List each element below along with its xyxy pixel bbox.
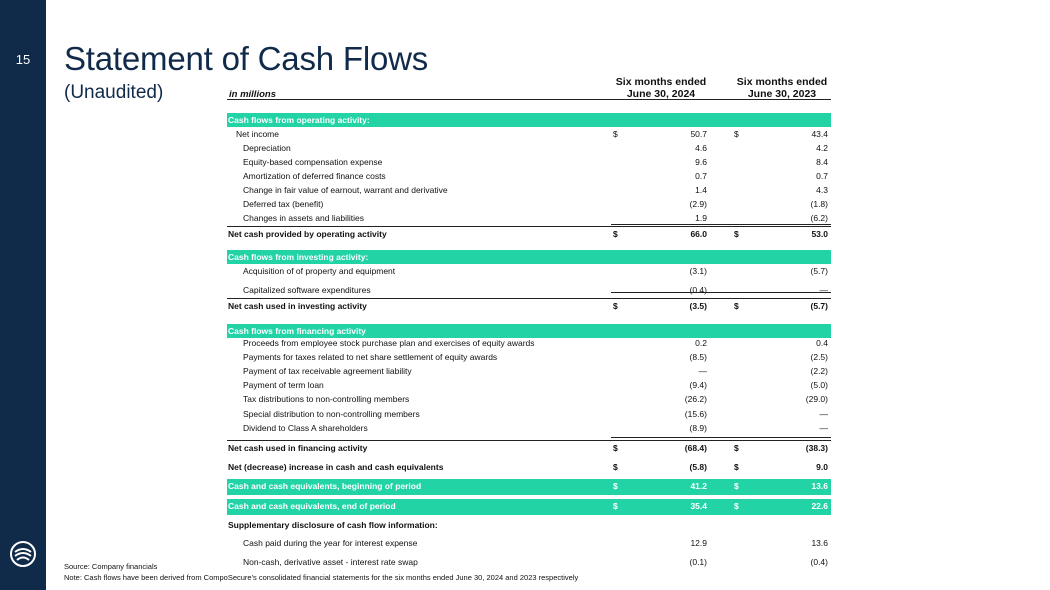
value-2024: (15.6)	[684, 409, 707, 419]
value-2024: (3.1)	[689, 266, 707, 276]
value-2024: (9.4)	[689, 380, 707, 390]
total-row	[227, 460, 831, 474]
row-label: Cash paid during the year for interest expense	[243, 538, 418, 548]
currency-symbol: $	[734, 129, 739, 139]
row-label: Payment of term loan	[243, 380, 324, 390]
row-label: Depreciation	[243, 143, 291, 153]
value-2024: (0.1)	[689, 557, 707, 567]
value-2024: —	[698, 366, 707, 376]
units-label: in millions	[229, 89, 276, 100]
table-row	[227, 141, 831, 155]
row-label: Special distribution to non-controlling members	[243, 409, 420, 419]
value-2023: (6.2)	[810, 213, 828, 223]
value-2023: (38.3)	[805, 443, 828, 453]
row-label: Payments for taxes related to net share settlement of equity awards	[243, 352, 498, 362]
total-row	[227, 298, 831, 312]
total-row	[227, 518, 831, 532]
source-note: Source: Company financials	[64, 562, 158, 571]
row-label: Equity-based compensation expense	[243, 157, 383, 167]
row-label: Proceeds from employee stock purchase plan and exercises of equity awards	[243, 338, 535, 348]
value-2024: (2.9)	[689, 199, 707, 209]
row-label: Net income	[236, 129, 279, 139]
row-label: Net (decrease) increase in cash and cash equivalents	[228, 462, 444, 472]
table-row	[227, 155, 831, 169]
value-2023: 0.7	[816, 171, 828, 181]
table-row	[227, 407, 831, 421]
table-row	[227, 364, 831, 378]
row-label: Net cash used in financing activity	[228, 443, 368, 453]
table-row	[227, 555, 831, 569]
value-2023: —	[819, 423, 828, 433]
row-label: Net cash provided by operating activity	[228, 229, 387, 239]
value-2023: 22.6	[811, 501, 828, 511]
row-label: Change in fair value of earnout, warrant and derivative	[243, 185, 448, 195]
total-row	[227, 226, 831, 240]
value-2024: (0.4)	[689, 285, 707, 295]
value-2023: 4.2	[816, 143, 828, 153]
value-2023: 9.0	[816, 462, 828, 472]
currency-symbol: $	[613, 443, 618, 453]
value-2023: 43.4	[811, 129, 828, 139]
value-2024: (68.4)	[684, 443, 707, 453]
subtotal-rule	[611, 437, 831, 438]
row-label: Cash and cash equivalents, beginning of period	[228, 481, 422, 491]
row-label: Non-cash, derivative asset - interest rate swap	[243, 557, 418, 567]
value-2023: (5.7)	[810, 266, 828, 276]
table-row	[227, 197, 831, 211]
column-header-2023: Six months ended June 30, 2023	[736, 76, 828, 100]
value-2023: 53.0	[811, 229, 828, 239]
section-header	[227, 113, 831, 127]
table-row	[227, 264, 831, 278]
currency-symbol: $	[734, 462, 739, 472]
row-label: Acquisition of of property and equipment	[243, 266, 396, 276]
section-header	[227, 250, 831, 264]
value-2024: 1.4	[695, 185, 707, 195]
value-2023: —	[819, 285, 828, 295]
value-2023: (29.0)	[805, 394, 828, 404]
value-2023: 0.4	[816, 338, 828, 348]
value-2024: 35.4	[690, 501, 707, 511]
value-2024: (26.2)	[684, 394, 707, 404]
value-2023: (5.0)	[810, 380, 828, 390]
currency-symbol: $	[613, 481, 618, 491]
currency-symbol: $	[613, 129, 618, 139]
currency-symbol: $	[613, 462, 618, 472]
page-number: 15	[15, 52, 31, 67]
currency-symbol: $	[613, 229, 618, 239]
value-2024: 9.6	[695, 157, 707, 167]
value-2024: 4.6	[695, 143, 707, 153]
sidebar	[0, 0, 46, 590]
row-label: Dividend to Class A shareholders	[243, 423, 368, 433]
value-2024: 12.9	[690, 538, 707, 548]
value-2023: (1.8)	[810, 199, 828, 209]
table-row	[227, 169, 831, 183]
table-row	[227, 479, 831, 495]
value-2023: (5.7)	[810, 301, 828, 311]
value-2023: —	[819, 409, 828, 419]
subtotal-rule	[611, 224, 831, 225]
currency-symbol: $	[613, 501, 618, 511]
row-label: Amortization of deferred finance costs	[243, 171, 386, 181]
table-row	[227, 127, 831, 141]
value-2024: (5.8)	[689, 462, 707, 472]
value-2024: 50.7	[690, 129, 707, 139]
table-row	[227, 350, 831, 364]
currency-symbol: $	[734, 443, 739, 453]
row-label: Changes in assets and liabilities	[243, 213, 364, 223]
subtotal-rule	[611, 292, 831, 293]
table-row	[227, 211, 831, 225]
value-2023: 13.6	[811, 538, 828, 548]
value-2024: 0.7	[695, 171, 707, 181]
table-row	[227, 183, 831, 197]
value-2024: 41.2	[690, 481, 707, 491]
table-row	[227, 421, 831, 435]
row-label: Deferred tax (benefit)	[243, 199, 324, 209]
page-subtitle: (Unaudited)	[64, 82, 164, 103]
value-2024: 66.0	[690, 229, 707, 239]
table-row	[227, 392, 831, 406]
table-row	[227, 499, 831, 515]
row-label: Supplementary disclosure of cash flow information:	[228, 520, 438, 530]
row-label: Net cash used in investing activity	[228, 301, 367, 311]
value-2023: (2.2)	[810, 366, 828, 376]
page-title: Statement of Cash Flows	[64, 40, 429, 77]
row-label: Cash flows from financing activity	[228, 326, 366, 336]
value-2024: (8.9)	[689, 423, 707, 433]
row-label: Cash flows from investing activity:	[228, 252, 369, 262]
row-label: Payment of tax receivable agreement liability	[243, 366, 412, 376]
header-rule	[227, 99, 831, 100]
table-row	[227, 283, 831, 297]
footnote: Note: Cash flows have been derived from CompoSecure's consolidated financial statements for the six months ended June 30, 2024 and 2023 respectively	[64, 573, 579, 582]
currency-symbol: $	[734, 229, 739, 239]
currency-symbol: $	[734, 481, 739, 491]
value-2024: 1.9	[695, 213, 707, 223]
row-label: Cash and cash equivalents, end of period	[228, 501, 396, 511]
table-row	[227, 536, 831, 550]
value-2023: 4.3	[816, 185, 828, 195]
value-2024: (3.5)	[689, 301, 707, 311]
value-2024: 0.2	[695, 338, 707, 348]
table-row	[227, 336, 831, 350]
value-2023: 13.6	[811, 481, 828, 491]
table-row	[227, 378, 831, 392]
currency-symbol: $	[613, 301, 618, 311]
column-header-2024: Six months ended June 30, 2024	[615, 76, 707, 100]
currency-symbol: $	[734, 301, 739, 311]
row-label: Cash flows from operating activity:	[228, 115, 370, 125]
value-2023: (0.4)	[810, 557, 828, 567]
total-row	[227, 440, 831, 454]
logo-icon	[9, 540, 37, 568]
row-label: Capitalized software expenditures	[243, 285, 371, 295]
value-2023: 8.4	[816, 157, 828, 167]
row-label: Tax distributions to non-controlling members	[243, 394, 410, 404]
currency-symbol: $	[734, 501, 739, 511]
value-2023: (2.5)	[810, 352, 828, 362]
value-2024: (8.5)	[689, 352, 707, 362]
